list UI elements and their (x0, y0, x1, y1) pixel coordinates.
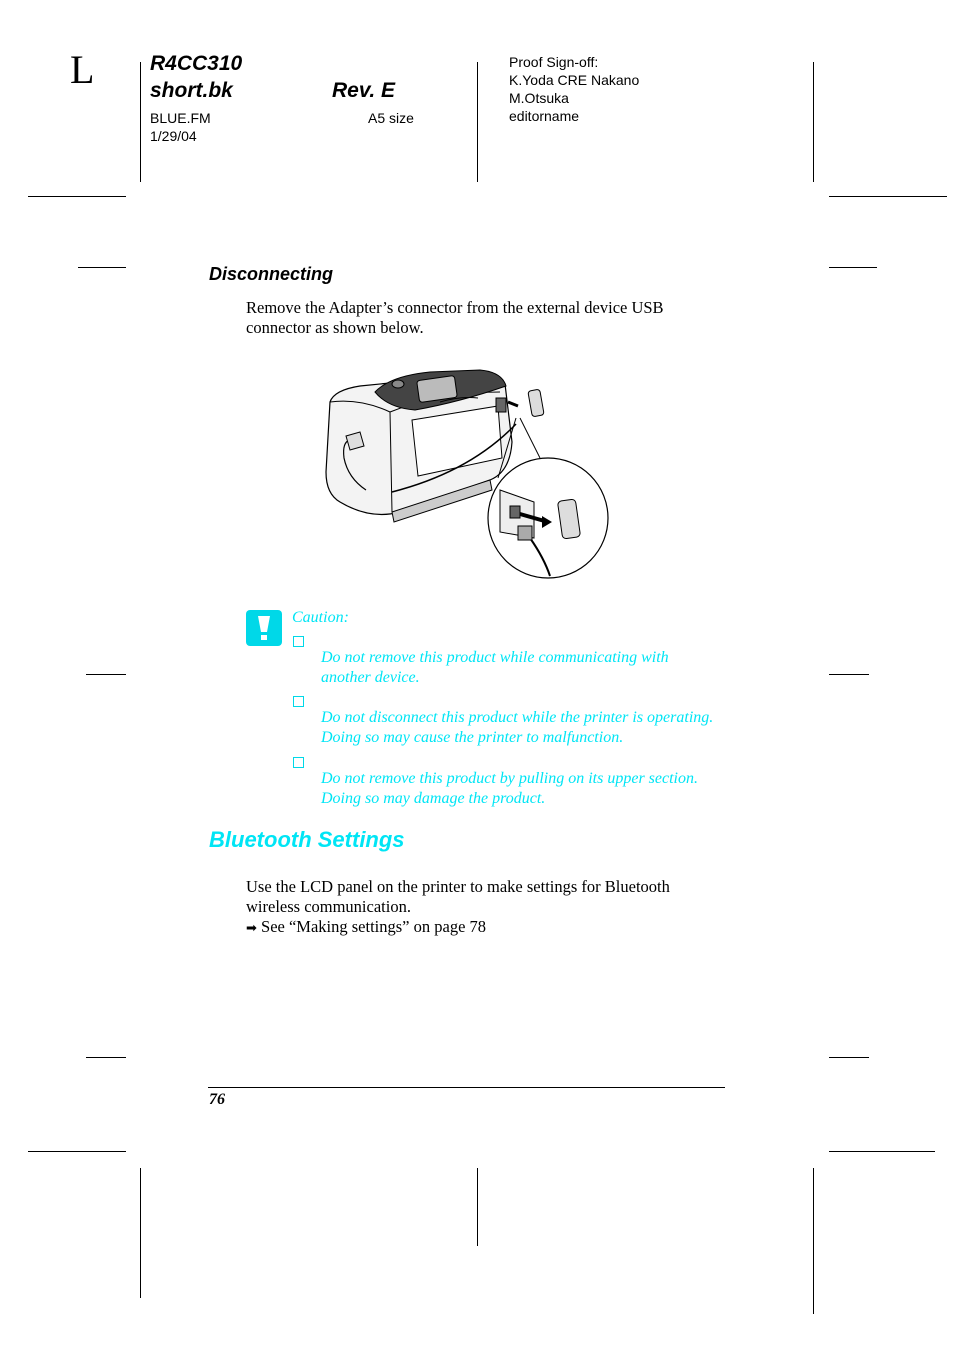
crop-mark (28, 196, 126, 197)
caution-item (292, 688, 752, 748)
crop-mark (78, 267, 126, 268)
caution-icon-box (246, 610, 282, 646)
proof-name: K.Yoda CRE Nakano (509, 72, 640, 88)
caution-item (292, 628, 752, 688)
caution-line: Do not disconnect this product while the printer is operating. (321, 709, 714, 726)
checkbox-bullet-icon (293, 757, 304, 768)
crop-mark (28, 1151, 126, 1152)
crop-mark (829, 196, 947, 197)
paper-size: A5 size (368, 110, 414, 126)
paragraph-line: Remove the Adapter’s connector from the external device USB (246, 298, 664, 317)
crop-mark (86, 1057, 126, 1058)
disconnect-paragraph (246, 298, 746, 338)
footer-rule (208, 1087, 725, 1088)
doc-title-line1: R4CC310 (150, 52, 243, 75)
printer-disconnect-illustration (320, 362, 615, 584)
crop-mark (477, 62, 478, 182)
caution-line: Do not remove this product while communicating with (321, 649, 669, 666)
crop-mark (86, 674, 126, 675)
page-mark: L (70, 47, 95, 92)
crop-mark (829, 1057, 869, 1058)
crop-mark (813, 1168, 814, 1314)
proof-label: Proof Sign-off: (509, 54, 599, 70)
cross-reference-link[interactable]: See “Making settings” on page 78 (261, 917, 487, 936)
caution-line: Doing so may cause the printer to malfunction. (321, 729, 624, 746)
crop-mark (829, 267, 877, 268)
paragraph-line: Use the LCD panel on the printer to make settings for Bluetooth (246, 877, 670, 896)
checkbox-bullet-icon (293, 636, 304, 647)
crop-mark (813, 62, 814, 182)
file-date: 1/29/04 (150, 128, 197, 144)
crop-mark (829, 1151, 935, 1152)
arrow-right-icon: ➡ (246, 921, 257, 936)
proof-signoff (509, 53, 639, 125)
caution-line: Do not remove this product by pulling on its upper section. (321, 770, 698, 787)
bluetooth-paragraph (246, 877, 746, 939)
caution-line: another device. (321, 669, 420, 686)
crop-mark (829, 674, 869, 675)
revision-label: Rev. E (332, 79, 396, 102)
cross-reference[interactable] (246, 917, 746, 939)
paragraph-line: wireless communication. (246, 897, 411, 916)
proof-name: M.Otsuka (509, 90, 569, 106)
checkbox-bullet-icon (293, 696, 304, 707)
exclamation-icon (256, 614, 272, 642)
section-heading-disconnecting: Disconnecting (209, 264, 334, 284)
crop-mark (477, 1168, 478, 1246)
paragraph-line: connector as shown below. (246, 318, 424, 337)
crop-mark (140, 1168, 141, 1298)
caution-item (292, 749, 752, 809)
caution-label: Caution: (292, 609, 349, 626)
proof-name: editorname (509, 108, 580, 124)
section-heading-bluetooth-settings: Bluetooth Settings (209, 827, 405, 852)
file-name: BLUE.FM (150, 110, 211, 126)
crop-mark (140, 62, 141, 182)
page-number: 76 (209, 1091, 225, 1108)
caution-line: Doing so may damage the product. (321, 790, 546, 807)
doc-title-line2: short.bk (150, 79, 233, 102)
